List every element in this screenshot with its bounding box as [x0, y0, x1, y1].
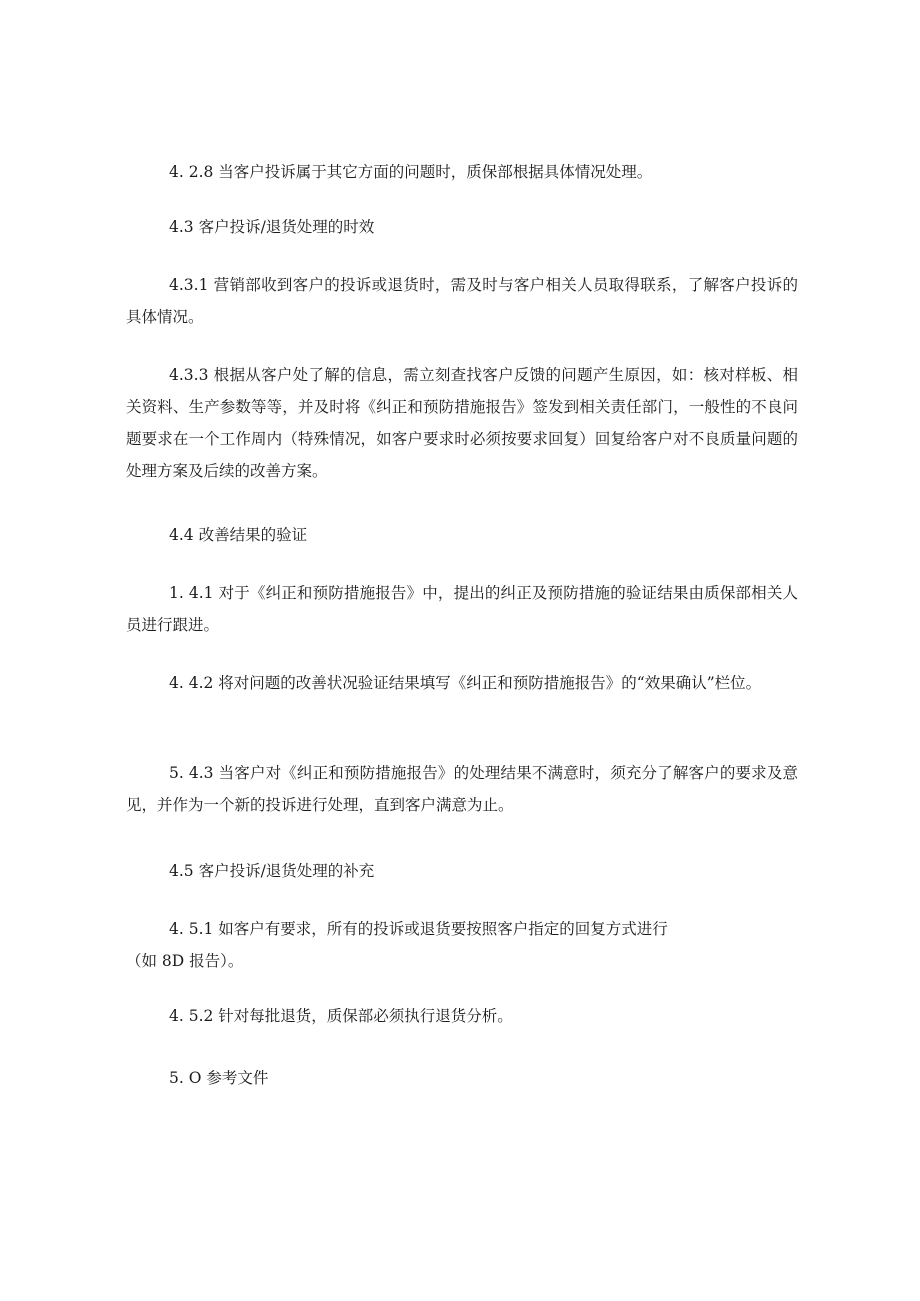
paragraph-4-4-3: 5. 4.3 当客户对《纠正和预防措施报告》的处理结果不满意时，须充分了解客户的要求及意见，并作为一个新的投诉进行处理，直到客户满意为止。 [126, 764, 798, 814]
paragraph-4-3-1: 4.3.1 营销部收到客户的投诉或退货时，需及时与客户相关人员取得联系，了解客户投诉的具体情况。 [126, 276, 798, 326]
paragraph-4-2-8: 4. 2.8 当客户投诉属于其它方面的问题时，质保部根据具体情况处理。 [169, 163, 653, 181]
heading-4-5: 4.5 客户投诉/退货处理的补充 [169, 862, 375, 880]
paragraph-4-5-1-line-2: （如 8D 报告）。 [126, 952, 244, 970]
paragraph-4-5-1 [126, 913, 798, 977]
paragraph-4-4-2: 4. 4.2 将对问题的改善状况验证结果填写《纠正和预防措施报告》的“效果确认”栏位。 [169, 674, 762, 692]
heading-4-4: 4.4 改善结果的验证 [169, 526, 308, 544]
paragraph-4-3-3: 4.3.3 根据从客户处了解的信息，需立刻查找客户反馈的问题产生原因，如：核对样板、相关资料、生产参数等等，并及时将《纠正和预防措施报告》签发到相关责任部门，一般性的不良问题要求在一个工作周内（特殊情况，如客户要求时必须按要求回复）回复给客户对不良质量问题的处理方案及后续的改善方案。 [126, 366, 798, 480]
paragraph-4-5-1-line-1: 4. 5.1 如客户有要求，所有的投诉或退货要按照客户指定的回复方式进行 [169, 920, 668, 938]
heading-5-0: 5. O 参考文件 [169, 1069, 269, 1087]
paragraph-4-5-2: 4. 5.2 针对每批退货，质保部必须执行退货分析。 [169, 1007, 513, 1025]
heading-4-3: 4.3 客户投诉/退货处理的时效 [169, 218, 375, 236]
paragraph-4-4-1: 1. 4.1 对于《纠正和预防措施报告》中，提出的纠正及预防措施的验证结果由质保部相关人员进行跟进。 [126, 584, 798, 634]
